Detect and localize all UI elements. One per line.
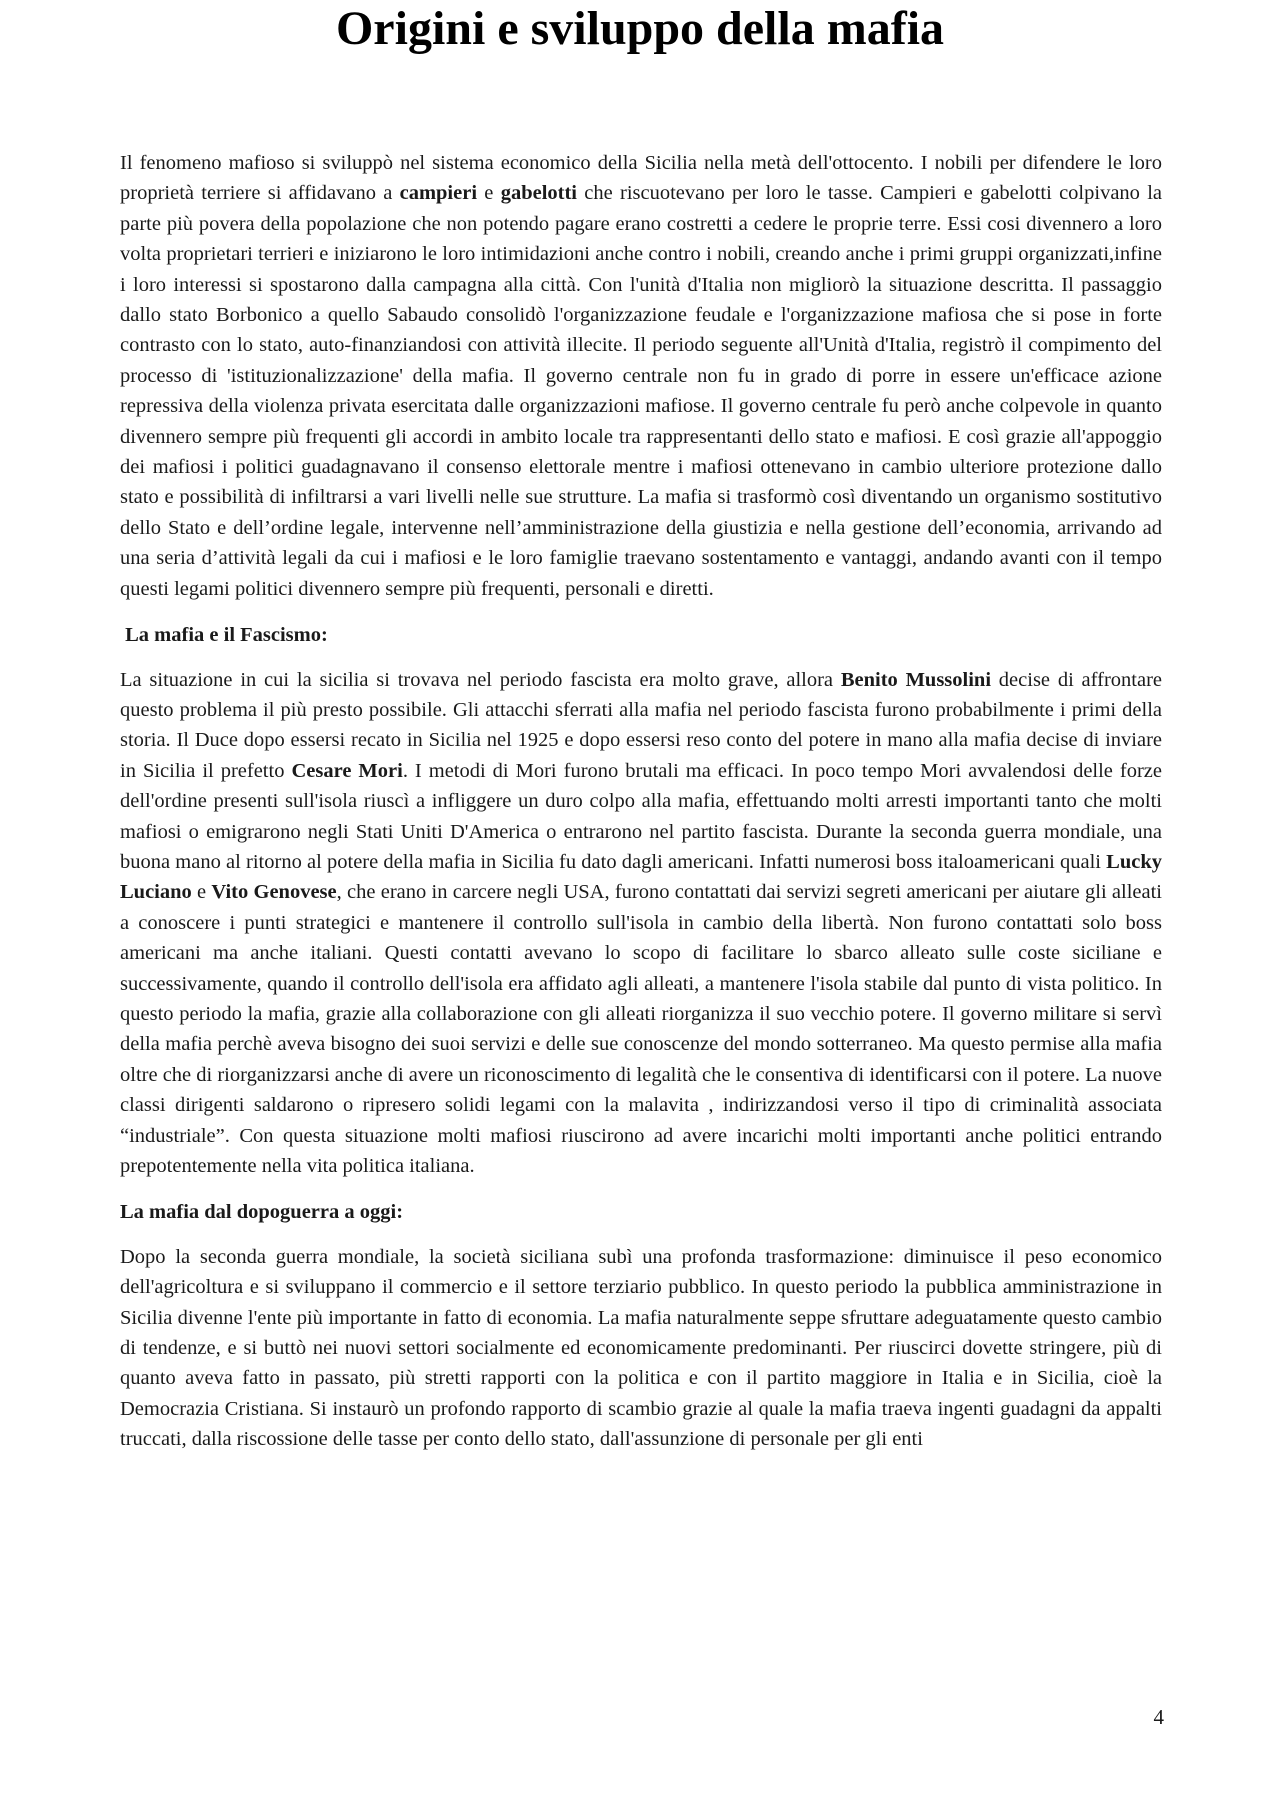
bold-name-genovese: Vito Genovese — [211, 881, 337, 904]
spacer — [120, 1181, 1162, 1197]
bold-name-mussolini: Benito Mussolini — [840, 668, 992, 691]
bold-name-mori: Cesare Mori — [291, 759, 403, 782]
bold-term-campieri: campieri — [399, 182, 478, 205]
text-run: e — [191, 881, 212, 904]
text-run: La situazione in cui la sicilia si trovava nel periodo fascista era molto grave, allora — [120, 668, 841, 691]
text-run: , che erano in carcere negli USA, furono contattati dai servizi segreti americani per aiutare gli alleati a conoscere i punti strategici e mantenere il controllo sull'isola in cambio della libertà. Non furono contattati solo boss americani ma anche italiani. Questi contatti avevano lo scopo di facilitare lo sbarco alleato sulle coste siciliane e successivamente, quando il controllo dell'isola era affidato agli alleati, a mantenere l'isola stabile dal punto di vista politico. In questo periodo la mafia, grazie alla collaborazione con gli alleati riorganizza il suo vecchio potere. Il governo militare si servì della mafia perchè aveva bisogno dei suoi servizi e delle sue conoscenze del mondo sotterraneo. Ma questo permise alla mafia oltre che di riorganizzarsi anche di avere un riconoscimento di legalità che le consentiva di identificarsi con il potere. La nuove classi dirigenti saldarono o ripresero solidi legami con la malavita , indirizzandosi verso il tipo di criminalità associata “industriale”. Con questa situazione molti mafiosi riuscirono ad avere incarichi molti importanti anche politici entrando prepotentemente nella vita politica italiana. — [120, 881, 1162, 1177]
text-run: . I metodi di Mori furono brutali ma efficaci. In poco tempo Mori avvalendosi delle forze dell'ordine presenti sull'isola riuscì a infliggere un duro colpo alla mafia, effettuando molti arresti importanti tanto che molti mafiosi o emigrarono negli Stati Uniti D'America o entrarono nel partito fascista. Durante la seconda guerra mondiale, una buona mano al ritorno al potere della mafia in Sicilia fu dato dagli americani. Infatti numerosi boss italoamericani quali — [120, 759, 1163, 873]
page-number: 4 — [1153, 1705, 1164, 1729]
document-body — [120, 148, 1162, 1455]
bold-name-luciano: Lucky Luciano — [120, 850, 1162, 904]
section-dopoguerra-paragraph — [120, 1242, 1162, 1455]
document-title: Origini e sviluppo della mafia — [335, 2, 945, 55]
section-heading-fascismo: La mafia e il Fascismo: — [120, 624, 328, 647]
spacer — [120, 651, 1162, 665]
section-fascismo-paragraph — [120, 665, 1162, 1182]
section-origins-paragraph — [120, 148, 1162, 604]
section-heading-dopoguerra: La mafia dal dopoguerra a oggi: — [120, 1201, 404, 1224]
bold-term-gabelotti: gabelotti — [500, 182, 577, 205]
text-run: Dopo la seconda guerra mondiale, la società siciliana subì una profonda trasformazione: diminuisce il peso economico dell'agricoltura e si sviluppano il commercio e il settore terziario pubblico. In questo periodo la pubblica amministrazione in Sicilia divenne l'ente più importante in fatto di economia. La mafia naturalmente seppe sfruttare adeguatamente questo cambio di tendenze, e si buttò nei nuovi settori socialmente ed economicamente predominanti. Per riuscirci dovette stringere, più di quanto aveva fatto in passato, più stretti rapporti con la politica e con il partito maggiore in Italia e in Sicilia, cioè la Democrazia Cristiana. Si instaurò un profondo rapporto di scambio grazie al quale la mafia traeva ingenti guadagni da appalti truccati, dalla riscossione delle tasse per conto dello stato, dall'assunzione di personale per gli enti — [120, 1245, 1162, 1451]
text-run: e — [477, 182, 501, 205]
spacer — [120, 604, 1162, 620]
spacer — [120, 1228, 1162, 1242]
text-run: decise di affrontare questo problema il più presto possibile. Gli attacchi sferrati alla mafia nel periodo fascista furono probabilmente i primi della storia. Il Duce dopo essersi recato in Sicilia nel 1925 e dopo essersi reso conto del potere in mano alla mafia decise di inviare in Sicilia il prefetto — [120, 668, 1162, 782]
text-run: che riscuotevano per loro le tasse. Campieri e gabelotti colpivano la parte più povera della popolazione che non potendo pagare erano costretti a cedere le proprie terre. Essi cosi divennero a loro volta proprietari terrieri e iniziarono le loro intimidazioni anche contro i nobili, creando anche i primi gruppi organizzati,infine i loro interessi si spostarono dalla campagna alla città. Con l'unità d'Italia non migliorò la situazione descritta. Il passaggio dallo stato Borbonico a quello Sabaudo consolidò l'organizzazione feudale e l'organizzazione mafiosa che si pose in forte contrasto con lo stato, auto-finanziandosi con attività illecite. Il periodo seguente all'Unità d'Italia, registrò il compimento del processo di 'istituzionalizzazione' della mafia. Il governo centrale non fu in grado di porre in essere un'efficace azione repressiva della violenza privata esercitata dalle organizzazioni mafiose. Il governo centrale fu però anche colpevole in quanto divennero sempre più frequenti gli accordi in ambito locale tra rappresentanti dello stato e mafiosi. E così grazie all'appoggio dei mafiosi i politici guadagnavano il consenso elettorale mentre i mafiosi ottenevano in cambio ulteriore protezione dallo stato e possibilità di infiltrarsi a vari livelli nelle sue strutture. La mafia si trasformò così diventando un organismo sostitutivo dello Stato e dell’ordine legale, intervenne nell’amministrazione della giustizia e nella gestione dell’economia, arrivando ad una seria d’attività legali da cui i mafiosi e le loro famiglie traevano sostentamento e vantaggi, andando avanti con il tempo questi legami politici divennero sempre più frequenti, personali e diretti. — [120, 182, 1162, 600]
text-run: Il fenomeno mafioso si sviluppò nel sistema economico della Sicilia nella metà dell'ottocento. I nobili per difendere le loro proprietà terriere si affidavano a — [120, 152, 1162, 205]
